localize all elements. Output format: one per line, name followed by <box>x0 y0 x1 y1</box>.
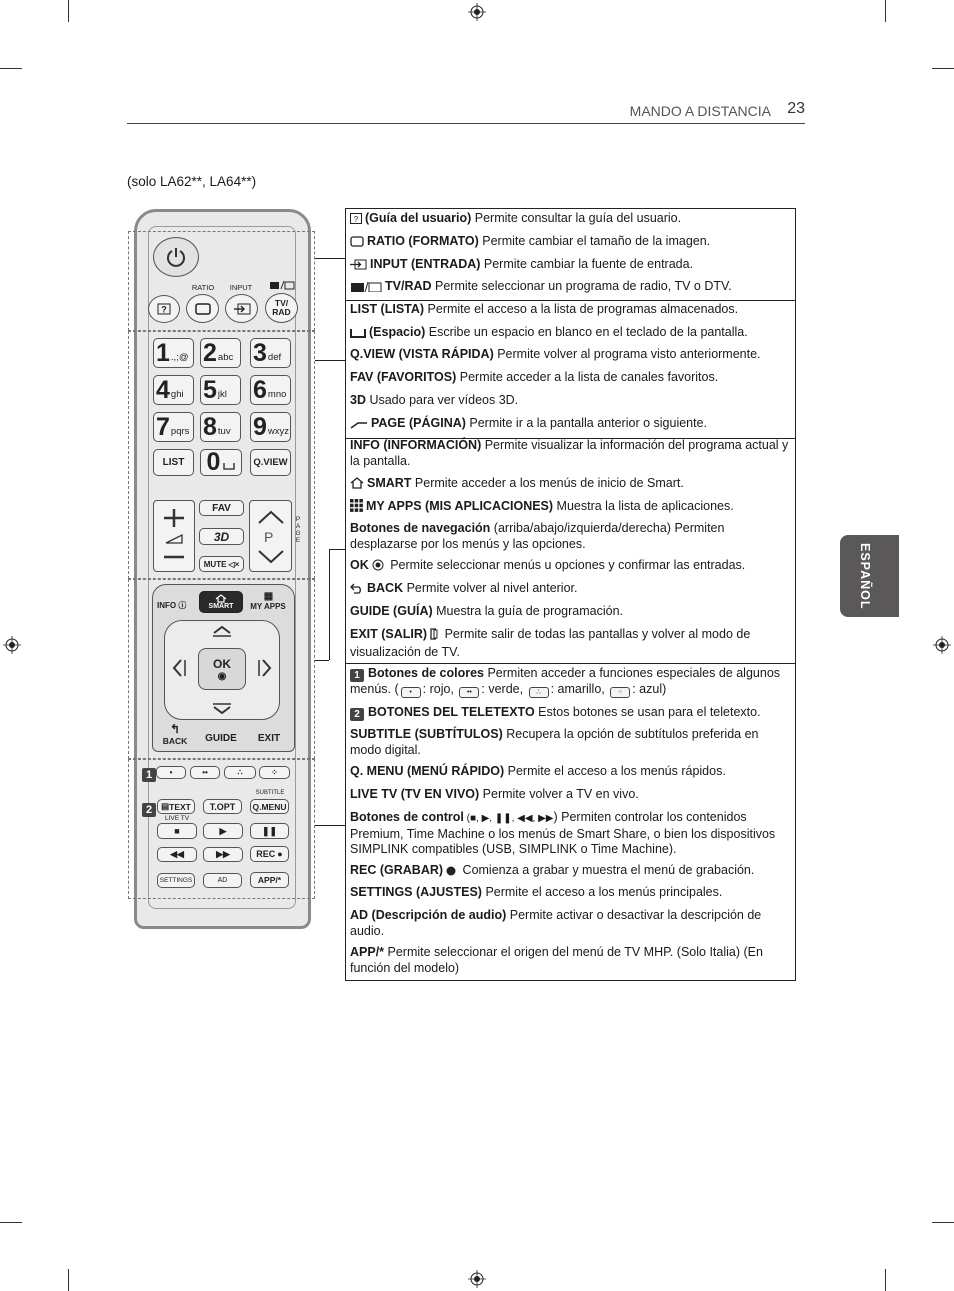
livetv-label: LIVE TV <box>164 815 190 822</box>
number-digit: 6 <box>253 375 267 404</box>
entry-term: OK <box>350 558 369 572</box>
entry-description: Permite seleccionar un programa de radio, TV o DTV. <box>431 279 732 293</box>
entry-term: 3D <box>350 393 366 407</box>
desc-entry <box>350 234 792 252</box>
arrow-down-icon[interactable] <box>210 702 234 716</box>
entry-description: Permite seleccionar el origen del menú de TV MHP. (Solo Italia) (En función del modelo) <box>350 945 763 975</box>
power-button[interactable] <box>153 237 199 277</box>
crop-mark <box>68 1269 69 1291</box>
play-button[interactable] <box>203 823 243 839</box>
entry-term: MY APPS (MIS APLICACIONES) <box>366 499 554 513</box>
entry-description: Permite volver al programa visto anteriormente. <box>493 347 761 361</box>
number-button-6[interactable] <box>250 375 291 405</box>
registration-mark-icon <box>3 636 21 654</box>
rec-button[interactable] <box>250 846 289 862</box>
registration-mark-icon <box>468 1270 486 1288</box>
entry-term: EXIT (SALIR) <box>350 627 428 641</box>
number-button-9[interactable] <box>250 412 291 442</box>
desc-entry <box>350 787 792 803</box>
leader-line <box>315 360 345 361</box>
red-button[interactable]: • <box>156 766 186 779</box>
ok-icon <box>372 559 384 576</box>
number-letters: jkl <box>217 388 227 400</box>
entry-term: AD (Descripción de audio) <box>350 908 507 922</box>
number-letters: ghi <box>170 388 184 400</box>
entry-description: Permite acceder a los menús de inicio de Smart. <box>411 476 684 490</box>
registration-mark-icon <box>468 3 486 21</box>
crop-mark <box>0 68 22 69</box>
svg-text:?: ? <box>353 215 359 224</box>
home-icon <box>215 594 227 603</box>
desc-entry <box>350 476 792 494</box>
info-label: INFO <box>157 601 177 610</box>
color-button-icon: • <box>401 687 421 698</box>
exit-icon <box>430 628 438 645</box>
rec-icon: ● <box>277 849 283 859</box>
badge-1: 1 <box>142 768 156 782</box>
subtitle-label: SUBTITLE <box>255 790 285 796</box>
entry-description: Comienza a grabar y muestra el menú de grabación. <box>459 863 755 877</box>
entry-term: PAGE (PÁGINA) <box>371 416 466 430</box>
number-button-2[interactable] <box>200 338 241 368</box>
p-label: P <box>264 529 274 545</box>
number-button-5[interactable] <box>200 375 241 405</box>
desc-entry <box>350 705 792 721</box>
entry-description: Recupera la opción de subtítulos preferida en modo digital. <box>350 727 759 757</box>
leader-line <box>315 258 345 259</box>
qmenu-button[interactable]: Q.MENU <box>250 799 289 814</box>
page-vertical-label: PAGE <box>295 516 301 544</box>
entry-term: GUIDE (GUÍA) <box>350 604 433 618</box>
entry-description: Permite cambiar el tamaño de la imagen. <box>478 234 711 248</box>
arrow-up-icon[interactable] <box>210 624 234 638</box>
myapps-button[interactable] <box>248 591 288 611</box>
ok-icon: ◉ <box>217 670 227 682</box>
entry-term: BACK <box>367 581 404 595</box>
user-guide-button[interactable] <box>148 295 180 323</box>
arrow-right-icon[interactable] <box>256 657 274 679</box>
tvrad-icon <box>350 281 382 297</box>
color-name: : verde, <box>481 682 527 697</box>
entry-term: FAV (FAVORITOS) <box>350 370 457 384</box>
volume-rocker[interactable] <box>153 500 195 572</box>
exit-button[interactable]: EXIT <box>257 733 281 744</box>
rewind-button[interactable] <box>157 847 197 862</box>
volume-icon <box>158 505 190 567</box>
mute-label: MUTE <box>203 559 227 569</box>
entry-term: BOTONES DEL TELETEXTO <box>368 705 535 719</box>
desc-entry <box>350 279 792 297</box>
number-letters: .,;@ <box>170 351 189 363</box>
mute-icon: ◁× <box>228 559 240 569</box>
number-button-3[interactable] <box>250 338 291 368</box>
qview-button[interactable]: Q.VIEW <box>250 449 291 476</box>
info-icon: ⓘ <box>176 601 187 610</box>
desc-entry <box>350 604 792 620</box>
section-title: MANDO A DISTANCIA <box>629 103 771 119</box>
guide-button[interactable]: GUIDE <box>205 733 237 744</box>
entry-term: REC (GRABAR) <box>350 863 444 877</box>
entry-description: Permite el acceso a los menús principales. <box>481 885 723 899</box>
settings-button[interactable]: SETTINGS <box>157 873 195 888</box>
info-button[interactable] <box>157 600 193 611</box>
input-icon <box>233 303 251 315</box>
entry-term: Botones de control <box>350 810 464 824</box>
desc-entry <box>350 438 792 469</box>
text-label: TEXT <box>169 801 191 812</box>
rec-icon <box>446 865 456 881</box>
page-header <box>127 100 805 124</box>
desc-entry <box>350 885 792 901</box>
entry-description: Permite ir a la pantalla anterior o siguiente. <box>465 416 708 430</box>
crop-mark <box>885 0 886 22</box>
stop-icon: ■ <box>174 826 180 836</box>
number-digit: 3 <box>253 338 267 367</box>
list-button[interactable]: LIST <box>153 449 194 476</box>
entry-term: INPUT (ENTRADA) <box>370 257 481 271</box>
grid-icon: ▦ <box>263 591 273 602</box>
entry-description: Permite activar o desactivar la descripción de audio. <box>350 908 762 938</box>
entry-term: APP/* <box>350 945 385 959</box>
blue-button[interactable]: ⁘ <box>259 766 290 779</box>
myapps-label: MY APPS <box>250 602 286 611</box>
entry-term: (Espacio) <box>369 325 426 339</box>
entry-term: (Guía del usuario) <box>365 211 472 225</box>
desc-entry <box>350 393 792 409</box>
leader-line <box>329 549 345 550</box>
desc-entry <box>350 499 792 517</box>
entry-description: Permite visualizar la información del programa actual y la pantalla. <box>350 438 789 468</box>
entry-description: Permite volver al nivel anterior. <box>403 581 578 595</box>
ratio-button[interactable] <box>186 294 219 323</box>
fav-button[interactable]: FAV <box>199 500 244 516</box>
section-badge: 1 <box>350 669 364 682</box>
topt-button[interactable]: T.OPT <box>203 799 242 814</box>
desc-entry <box>350 370 792 386</box>
entry-description: Permite salir de todas las pantallas y volver al modo de visualización de TV. <box>350 627 751 659</box>
green-button[interactable]: •• <box>190 766 220 779</box>
model-note: (solo LA62**, LA64**) <box>127 174 257 189</box>
number-digit: 8 <box>203 412 217 441</box>
entry-description: Permite acceder a la lista de canales favoritos. <box>456 370 719 384</box>
color-name: : rojo, <box>422 682 458 697</box>
fastforward-button[interactable] <box>203 847 243 862</box>
desc-entry <box>350 627 792 660</box>
stop-button[interactable] <box>157 823 197 839</box>
color-name: : amarillo, <box>550 682 609 697</box>
space-icon <box>350 327 366 343</box>
page-rocker[interactable] <box>249 500 292 572</box>
smart-button[interactable] <box>199 591 243 613</box>
3d-button[interactable]: 3D <box>199 528 244 545</box>
rewind-icon: ◀◀ <box>170 849 184 859</box>
input-label: INPUT <box>229 283 253 292</box>
number-digit: 2 <box>203 338 217 367</box>
desc-entry <box>350 302 792 318</box>
desc-entry <box>350 558 792 576</box>
text-button[interactable] <box>157 799 195 814</box>
ratio-icon <box>350 236 364 252</box>
number-letters: pqrs <box>170 425 190 437</box>
number-digit: 1 <box>156 338 170 367</box>
desc-entry <box>350 211 792 229</box>
entry-term: SMART <box>367 476 412 490</box>
crop-mark <box>932 1222 954 1223</box>
ok-label: OK <box>213 656 231 671</box>
entry-description: Estos botones se usan para el teletexto. <box>534 705 761 719</box>
number-digit: 7 <box>156 412 170 441</box>
number-button-4[interactable] <box>153 375 194 405</box>
rec-label: REC <box>256 849 276 859</box>
desc-entry <box>350 347 792 363</box>
leader-line <box>315 660 329 661</box>
number-digit: 4 <box>156 375 170 404</box>
number-letters: wxyz <box>267 425 290 437</box>
grid-icon <box>350 499 363 517</box>
entry-term: LIVE TV (TV EN VIVO) <box>350 787 480 801</box>
mute-button[interactable] <box>199 556 244 572</box>
entry-description: Permite cambiar la fuente de entrada. <box>480 257 694 271</box>
ratio-icon <box>195 303 211 315</box>
entry-description: Permite consultar la guía del usuario. <box>471 211 682 225</box>
zero-label: 0 <box>206 448 221 476</box>
entry-term: Q.VIEW (VISTA RÁPIDA) <box>350 347 494 361</box>
entry-description: Escribe un espacio en blanco en el teclado de la pantalla. <box>425 325 748 339</box>
ratio-label: RATIO <box>191 283 215 292</box>
number-digit: 9 <box>253 412 267 441</box>
color-button-icon: ∴ <box>529 687 549 698</box>
app-button[interactable]: APP/* <box>250 872 289 888</box>
entry-term: INFO (INFORMACIÓN) <box>350 438 482 452</box>
desc-entry <box>350 810 792 858</box>
crop-mark <box>932 68 954 69</box>
page-number: 23 <box>787 100 805 117</box>
yellow-button[interactable]: ∴ <box>224 766 256 779</box>
desc-entry <box>350 863 792 881</box>
page-icon <box>350 418 368 434</box>
entry-term: RATIO (FORMATO) <box>367 234 479 248</box>
crop-mark <box>0 1222 22 1223</box>
desc-entry <box>350 521 792 552</box>
input-icon <box>350 259 367 275</box>
pause-button[interactable] <box>250 823 289 839</box>
entry-term: TV/RAD <box>385 279 432 293</box>
desc-entry <box>350 945 792 976</box>
entry-term: LIST (LISTA) <box>350 302 425 316</box>
back-icon <box>350 583 364 599</box>
entry-description: Usado para ver vídeos 3D. <box>365 393 519 407</box>
crop-mark <box>68 0 69 22</box>
back-icon: ↰ <box>169 722 181 736</box>
leader-line <box>315 825 345 826</box>
language-tab <box>840 535 899 617</box>
desc-entry <box>350 666 792 698</box>
home-icon <box>350 477 364 494</box>
leader-line <box>329 549 330 660</box>
entry-description: Permite el acceso a la lista de programas almacenados. <box>424 302 739 316</box>
number-letters: tuv <box>217 425 231 437</box>
entry-description: ) Permiten controlar los contenidos Premium, Time Machine o los menús de Smart Share, o bien los dispositivos SIMPLINK compatibles (USB, SIMPLINK o Time Machine). <box>350 810 776 856</box>
desc-entry <box>350 416 792 434</box>
entry-description: Muestra la guía de programación. <box>432 604 624 618</box>
ok-button[interactable] <box>198 648 246 690</box>
controls-icon: (■, ▶, ❚❚, ◀◀, ▶▶ <box>463 813 554 824</box>
number-button-7[interactable] <box>153 412 194 442</box>
power-icon <box>165 246 187 268</box>
entry-term: SETTINGS (AJUSTES) <box>350 885 482 899</box>
desc-entry <box>350 764 792 780</box>
language-tab-label: ESPAÑOL <box>858 543 872 610</box>
entry-description: Permite volver a TV en vivo. <box>479 787 639 801</box>
desc-entry <box>350 727 792 758</box>
tvrad-icon <box>269 280 295 290</box>
registration-mark-icon <box>933 636 951 654</box>
section-badge: 2 <box>350 708 364 721</box>
entry-description: Permite seleccionar menús u opciones y confirmar las entradas. <box>386 558 746 572</box>
entry-description: Permiten acceder a funciones especiales de algunos menús. ( <box>350 666 781 697</box>
zero-space-button[interactable] <box>200 449 242 476</box>
pause-icon: ❚❚ <box>261 825 278 836</box>
help-icon <box>157 303 171 315</box>
fastforward-icon: ▶▶ <box>216 849 230 859</box>
entry-description: Muestra la lista de aplicaciones. <box>553 499 734 513</box>
back-label: BACK <box>162 736 188 746</box>
entry-description: Permite el acceso a los menús rápidos. <box>504 764 726 778</box>
desc-entry <box>350 908 792 939</box>
entry-term: Q. MENU (MENÚ RÁPIDO) <box>350 764 505 778</box>
entry-term: SUBTITLE (SUBTÍTULOS) <box>350 727 503 741</box>
entry-term: Botones de colores <box>368 666 484 680</box>
desc-entry <box>350 581 792 599</box>
badge-2: 2 <box>142 803 156 817</box>
crop-mark <box>885 1269 886 1291</box>
desc-entry <box>350 325 792 343</box>
svg-text:?: ? <box>161 304 167 315</box>
input-button[interactable] <box>225 294 258 323</box>
back-button[interactable] <box>157 722 193 746</box>
ad-button[interactable]: AD <box>203 873 242 888</box>
number-letters: def <box>267 351 282 363</box>
color-button-icon: ⁘ <box>610 687 630 698</box>
number-digit: 5 <box>203 375 217 404</box>
entry-term: Botones de navegación <box>350 521 491 535</box>
text-icon: ▤ <box>161 801 170 811</box>
play-icon: ▶ <box>219 825 227 836</box>
smart-label: SMART <box>208 603 234 610</box>
help-icon <box>350 213 362 229</box>
number-button-1[interactable] <box>153 338 194 368</box>
arrow-left-icon[interactable] <box>170 657 188 679</box>
number-button-8[interactable] <box>200 412 241 442</box>
color-name: : azul) <box>632 682 667 697</box>
entry-description: (arriba/abajo/izquierda/derecha) Permiten desplazarse por los menús y las opciones. <box>350 521 725 551</box>
number-letters: mno <box>267 388 287 400</box>
tvrad-button[interactable]: TV/ RAD <box>265 293 298 323</box>
space-icon <box>223 462 235 470</box>
number-letters: abc <box>217 351 234 363</box>
color-button-icon: •• <box>459 687 479 698</box>
desc-entry <box>350 257 792 275</box>
